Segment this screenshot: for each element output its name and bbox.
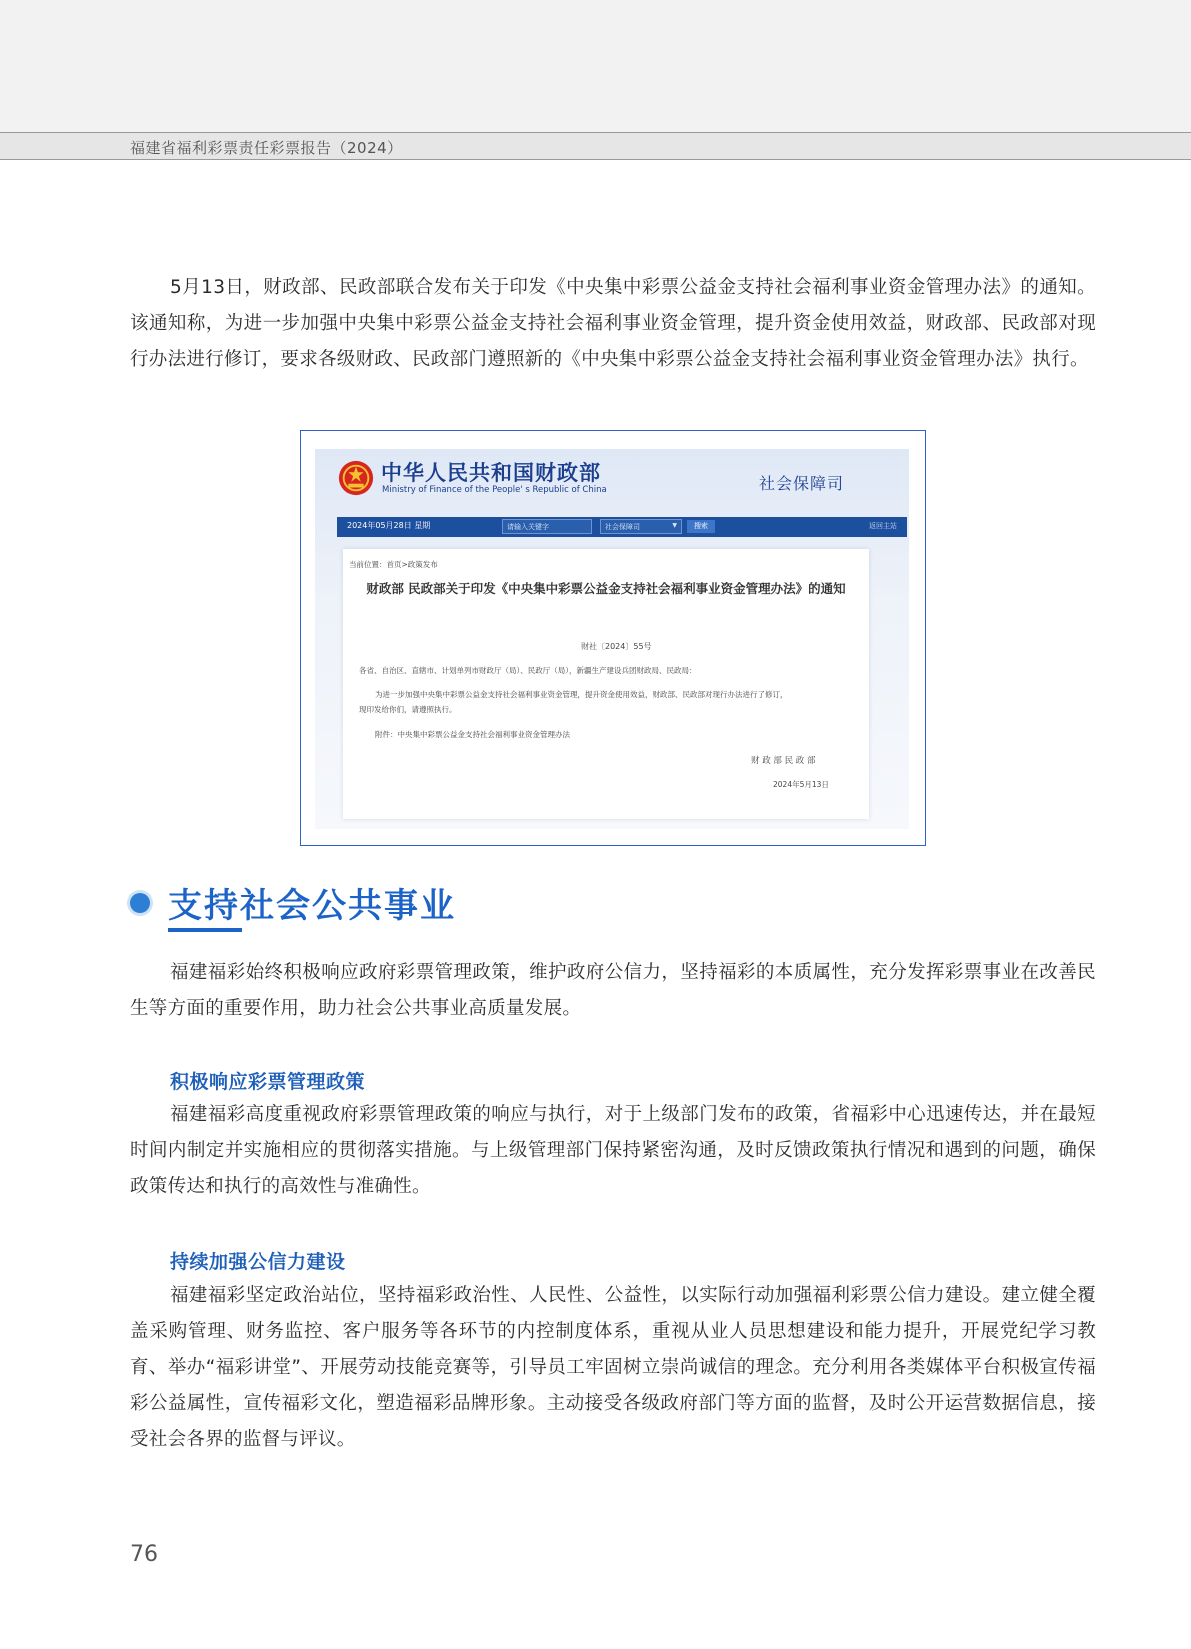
breadcrumb: 当前位置：首页>政策发布: [349, 560, 438, 569]
department-select-value: 社会保障司: [605, 523, 640, 531]
site-navbar: [337, 517, 907, 537]
document-number: 财社〔2024〕55号: [581, 642, 652, 651]
policy-notice-screenshot: [300, 430, 926, 846]
national-emblem-icon: [337, 459, 375, 497]
subsection-heading-policy: 积极响应彩票管理政策: [170, 1071, 366, 1093]
section-title-underline: [168, 928, 242, 932]
notice-body-line-2: 现印发给你们，请遵照执行。: [359, 705, 457, 714]
screenshot-content: [315, 449, 909, 829]
department-name: 社会保障司: [759, 474, 845, 493]
running-header: [0, 132, 1191, 160]
search-input[interactable]: 请输入关键字: [502, 519, 592, 534]
top-margin-band: [0, 0, 1191, 132]
intro-paragraph: 5月13日，财政部、民政部联合发布关于印发《中央集中彩票公益金支持社会福利事业资金管理办法》的通知。该通知称，为进一步加强中央集中彩票公益金支持社会福利事业资金管理，提升资金使用效益，财政部、民政部对现行办法进行修订，要求各级财政、民政部门遵照新的《中央集中彩票公益金支持社会福利事业资金管理办法》执行。: [130, 277, 1096, 370]
ministry-name-cn: 中华人民共和国财政部: [381, 461, 601, 485]
search-button[interactable]: 搜索: [687, 520, 715, 533]
section-title: 支持社会公共事业: [168, 886, 456, 926]
report-title: 福建省福利彩票责任彩票报告（2024）: [130, 139, 403, 157]
attachment-line: 附件：中央集中彩票公益金支持社会福利事业资金管理办法: [375, 730, 570, 739]
notice-title: 财政部 民政部关于印发《中央集中彩票公益金支持社会福利事业资金管理办法》的通知: [366, 581, 846, 596]
department-select[interactable]: [600, 519, 682, 534]
ministry-name-en: Ministry of Finance of the People' s Republic of China: [382, 485, 607, 495]
home-link[interactable]: 返回主站: [869, 522, 897, 530]
signing-date: 2024年5月13日: [773, 780, 829, 789]
chevron-down-icon: ▼: [672, 522, 677, 529]
page-number: 76: [130, 1542, 158, 1567]
subsection-heading-credibility: 持续加强公信力建设: [170, 1251, 346, 1273]
signatories: 财 政 部 民 政 部: [751, 756, 816, 766]
nav-date: 2024年05月28日 星期: [347, 521, 431, 530]
subsection-body-policy: 福建福彩高度重视政府彩票管理政策的响应与执行，对于上级部门发布的政策，省福彩中心迅速传达，并在最短时间内制定并实施相应的贯彻落实措施。与上级管理部门保持紧密沟通，及时反馈政策执行情况和遇到的问题，确保政策传达和执行的高效性与准确性。: [130, 1104, 1096, 1197]
section-intro: 福建福彩始终积极响应政府彩票管理政策，维护政府公信力，坚持福彩的本质属性，充分发挥彩票事业在改善民生等方面的重要作用，助力社会公共事业高质量发展。: [130, 962, 1096, 1019]
notice-body-line-1: 为进一步加强中央集中彩票公益金支持社会福利事业资金管理，提升资金使用效益，财政部、民政部对现行办法进行了修订，: [375, 690, 788, 699]
section-bullet-icon: [130, 893, 150, 913]
notice-document: [343, 549, 869, 819]
subsection-body-credibility: 福建福彩坚定政治站位，坚持福彩政治性、人民性、公益性，以实际行动加强福利彩票公信力建设。建立健全覆盖采购管理、财务监控、客户服务等各环节的内控制度体系，重视从业人员思想建设和能力提升，开展党纪学习教育、举办“福彩讲堂”、开展劳动技能竞赛等，引导员工牢固树立崇尚诚信的理念。充分利用各类媒体平台积极宣传福彩公益属性，宣传福彩文化，塑造福彩品牌形象。主动接受各级政府部门等方面的监督，及时公开运营数据信息，接受社会各界的监督与评议。: [130, 1285, 1096, 1450]
recipients-line: 各省、自治区、直辖市、计划单列市财政厅（局）、民政厅（局），新疆生产建设兵团财政局、民政局：: [359, 666, 697, 675]
